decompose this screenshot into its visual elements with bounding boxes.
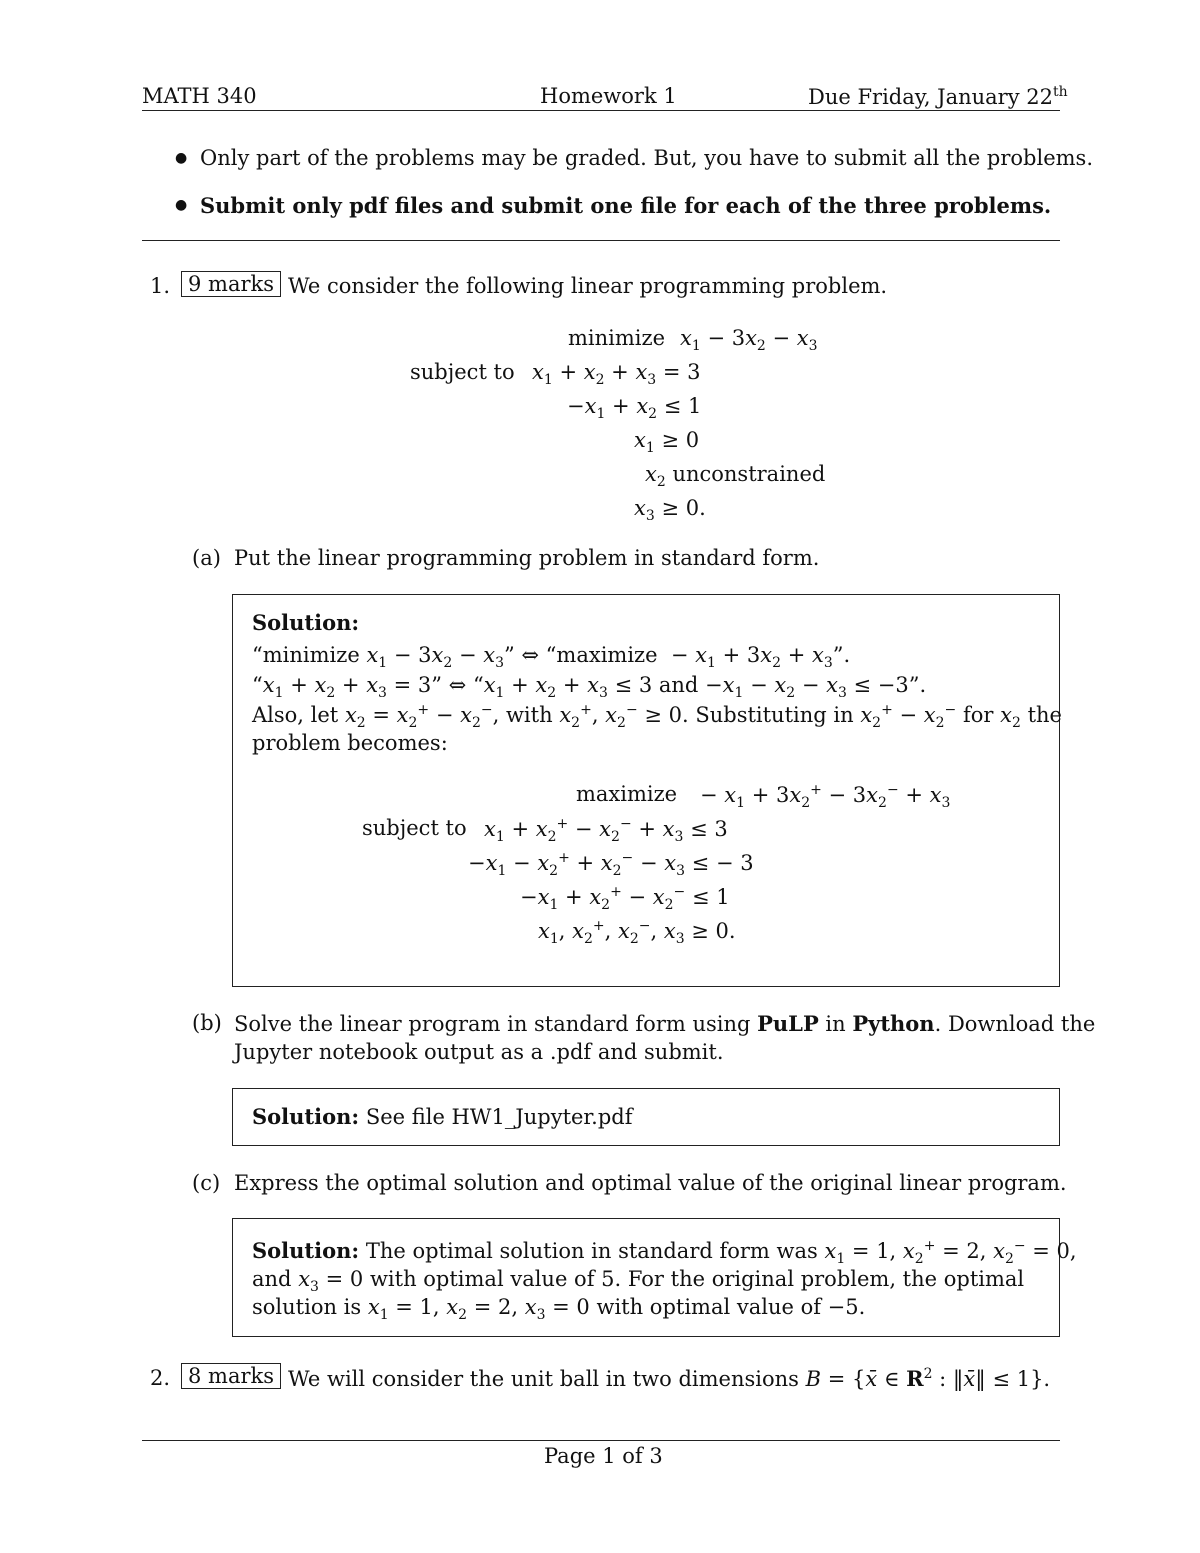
sa-objective: − $x_1 + 3x_2^+ - 3x_2^- + x_3$ [700,782,951,812]
part-b-line-2: Jupyter notebook output as a .pdf and submit. [234,1040,724,1064]
lp-subject-to-label: subject to [410,360,515,384]
part-a-text: Put the linear programming problem in standard form. [234,546,820,570]
lp-constraint-4: $x_2$ unconstrained [645,462,826,491]
part-c-label: (c) [192,1171,221,1195]
problem1-intro: We consider the following linear programming problem. [288,274,888,298]
problem1-number: 1. [150,274,171,298]
bullet-icon: ● [175,150,188,166]
bullet-icon: ● [175,197,188,213]
header-course: MATH 340 [142,84,257,108]
lp-constraint-5: $x_3 \ge 0$. [634,496,706,525]
sa-constraint-3: $-x_1 + x_2^+ - x_2^- \le 1$ [520,884,730,914]
solution-a-line-4: problem becomes: [252,731,448,755]
footer-page: Page 1 of 3 [544,1444,663,1468]
sa-constraint-1: $x_1 + x_2^+ - x_2^- + x_3 \le 3$ [484,816,728,846]
part-b-line-1: Solve the linear program in standard form using PuLP in Python. Download the [234,1011,1096,1036]
sa-constraint-2: $-x_1 - x_2^+ + x_2^- - x_3$ ≤ − 3 [468,850,754,880]
problem2-number: 2. [150,1366,171,1390]
problem2-marks: 8 marks [181,1363,281,1389]
lp-constraint-1: $x_1 + x_2 + x_3 = 3$ [532,360,701,389]
solution-a-heading: Solution: [252,610,360,635]
header-rule [142,110,1060,111]
sa-constraint-4: $x_1$, $x_2^+$, $x_2^-$, $x_3 \ge 0$. [538,918,736,948]
footer-rule [142,1440,1060,1441]
part-c-text: Express the optimal solution and optimal value of the original linear program. [234,1171,1067,1195]
lp-objective: $x_1 - 3x_2 - x_3$ [680,326,818,355]
solution-c-line-2: and $x_3 = 0$ with optimal value of 5. For the original problem, the optimal [252,1267,1025,1296]
header-title: Homework 1 [540,84,677,108]
part-a-label: (a) [192,546,221,570]
header-due: Due Friday, January 22th [808,84,1068,109]
solution-a-line-3: Also, let $x_2 = x_2^+ - x_2^-$, with $x_2^+$, $x_2^- \ge 0$. Substituting in $x_2^+ - x_2^-$ for $x_2$ the [252,702,1062,732]
sa-subject-to: subject to [362,816,467,840]
problem2-intro: We will consider the unit ball in two dimensions B = {x̄ ∈ $R^2$ : ‖x̄‖ ≤ 1}. [288,1366,1051,1391]
solution-c-line-1: Solution: The optimal solution in standard form was $x_1 = 1$, $x_2^+ = 2$, $x_2^- = 0$, [252,1238,1077,1268]
note-submit: Submit only pdf files and submit one file for each of the three problems. [200,193,1052,218]
lp-constraint-3: $x_1 \ge 0$ [634,428,700,457]
solution-b-text: Solution: See file HW1_Jupyter.pdf [252,1104,633,1129]
problem1-marks: 9 marks [181,271,281,297]
solution-a-line-2: “$x_1 + x_2 + x_3 = 3$” ⇔ “$x_1 + x_2 + x_3 \le 3$ and $-x_1 - x_2 - x_3 \le -3$”. [252,673,927,702]
notes-rule [142,240,1060,241]
lp-constraint-2: $-x_1 + x_2 \le 1$ [567,394,702,423]
note-graded: Only part of the problems may be graded. But, you have to submit all the problems. [200,146,1094,170]
lp-minimize-label: minimize [568,326,665,350]
part-b-label: (b) [192,1011,222,1035]
sa-maximize: maximize [576,782,678,806]
solution-c-line-3: solution is $x_1 = 1$, $x_2 = 2$, $x_3 = 0$ with optimal value of −5. [252,1295,866,1324]
solution-a-line-1: “minimize $x_1 - 3x_2 - x_3$” ⇔ “maximize − $x_1 + 3x_2 + x_3$”. [252,643,851,672]
